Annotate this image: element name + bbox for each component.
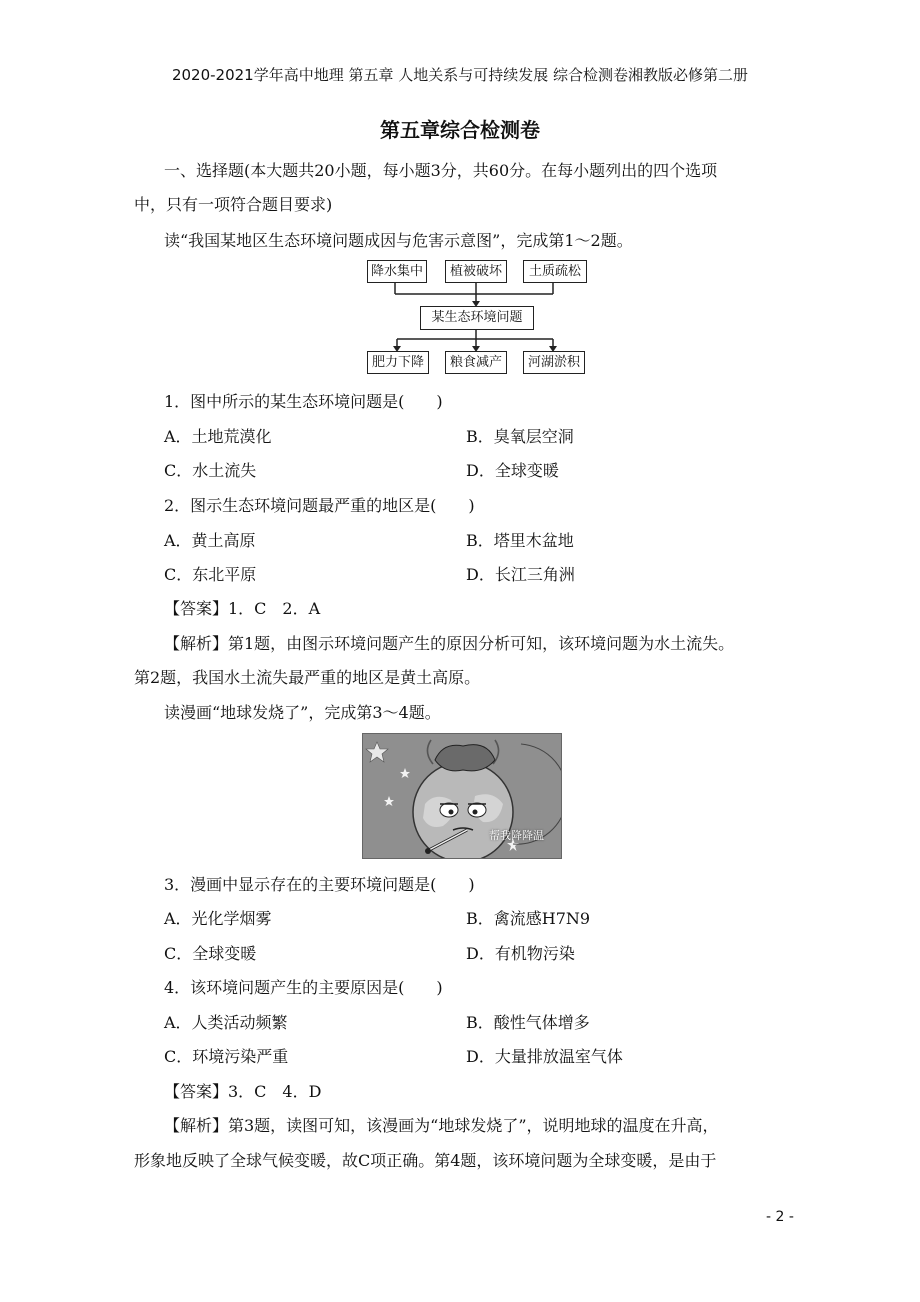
flow-box-cause-3: 土质疏松 bbox=[523, 260, 587, 283]
question-3-stem: 3．漫画中显示存在的主要环境问题是( ) bbox=[164, 875, 475, 894]
question-2-option-a: A．黄土高原 bbox=[164, 531, 256, 550]
question-4-option-a: A．人类活动频繁 bbox=[164, 1013, 288, 1032]
page-number: - 2 - bbox=[766, 1209, 794, 1225]
flow-box-effect-1: 肥力下降 bbox=[367, 351, 429, 374]
section-instruction-line2: 中，只有一项符合题目要求) bbox=[134, 195, 333, 214]
cartoon-caption: 帮我降降温 bbox=[489, 829, 544, 842]
question-3-option-c: C．全球变暖 bbox=[164, 944, 257, 963]
question-1-option-a: A．土地荒漠化 bbox=[164, 427, 272, 446]
flow-box-cause-1: 降水集中 bbox=[367, 260, 427, 283]
cartoon-earth-fever bbox=[362, 733, 562, 859]
analysis-2-line1: 【解析】第3题，读图可知，该漫画为“地球发烧了”，说明地球的温度在升高， bbox=[164, 1116, 719, 1135]
question-4-option-c: C．环境污染严重 bbox=[164, 1047, 289, 1066]
question-4-option-d: D．大量排放温室气体 bbox=[466, 1047, 623, 1066]
question-2-option-b: B．塔里木盆地 bbox=[466, 531, 574, 550]
question-1-option-c: C．水土流失 bbox=[164, 461, 257, 480]
question-2-option-d: D．长江三角洲 bbox=[466, 565, 575, 584]
reading-prompt-1: 读“我国某地区生态环境问题成因与危害示意图”，完成第1～2题。 bbox=[164, 231, 633, 250]
analysis-1-line1: 【解析】第1题，由图示环境问题产生的原因分析可知，该环境问题为水土流失。 bbox=[164, 634, 735, 653]
question-1-stem: 1．图中所示的某生态环境问题是( ) bbox=[164, 392, 443, 411]
reading-prompt-2: 读漫画“地球发烧了”，完成第3～4题。 bbox=[164, 703, 441, 722]
section-instruction-line1: 一、选择题(本大题共20小题，每小题3分，共60分。在每小题列出的四个选项 bbox=[164, 161, 718, 180]
question-3-option-a: A．光化学烟雾 bbox=[164, 909, 272, 928]
question-2-stem: 2．图示生态环境问题最严重的地区是( ) bbox=[164, 496, 475, 515]
question-2-option-c: C．东北平原 bbox=[164, 565, 257, 584]
page-title: 第五章综合检测卷 bbox=[380, 118, 540, 142]
analysis-1-line2: 第2题，我国水土流失最严重的地区是黄土高原。 bbox=[134, 668, 481, 687]
flow-box-effect-2: 粮食减产 bbox=[445, 351, 507, 374]
flow-box-effect-3: 河湖淤积 bbox=[523, 351, 585, 374]
answer-3-4: 【答案】3．C 4．D bbox=[164, 1082, 322, 1101]
question-3-option-b: B．禽流感H7N9 bbox=[466, 909, 591, 928]
question-4-option-b: B．酸性气体增多 bbox=[466, 1013, 590, 1032]
flow-box-cause-2: 植被破坏 bbox=[445, 260, 507, 283]
question-1-option-b: B．臭氧层空洞 bbox=[466, 427, 574, 446]
analysis-2-line2: 形象地反映了全球气候变暖，故C项正确。第4题，该环境问题为全球变暖，是由于 bbox=[134, 1151, 717, 1170]
document-header: 2020-2021学年高中地理 第五章 人地关系与可持续发展 综合检测卷湘教版必修第二册 bbox=[171, 66, 749, 84]
flow-box-problem: 某生态环境问题 bbox=[420, 306, 534, 330]
answer-1-2: 【答案】1．C 2．A bbox=[164, 599, 321, 618]
question-4-stem: 4．该环境问题产生的主要原因是( ) bbox=[164, 978, 443, 997]
question-3-option-d: D．有机物污染 bbox=[466, 944, 575, 963]
question-1-option-d: D．全球变暖 bbox=[466, 461, 559, 480]
